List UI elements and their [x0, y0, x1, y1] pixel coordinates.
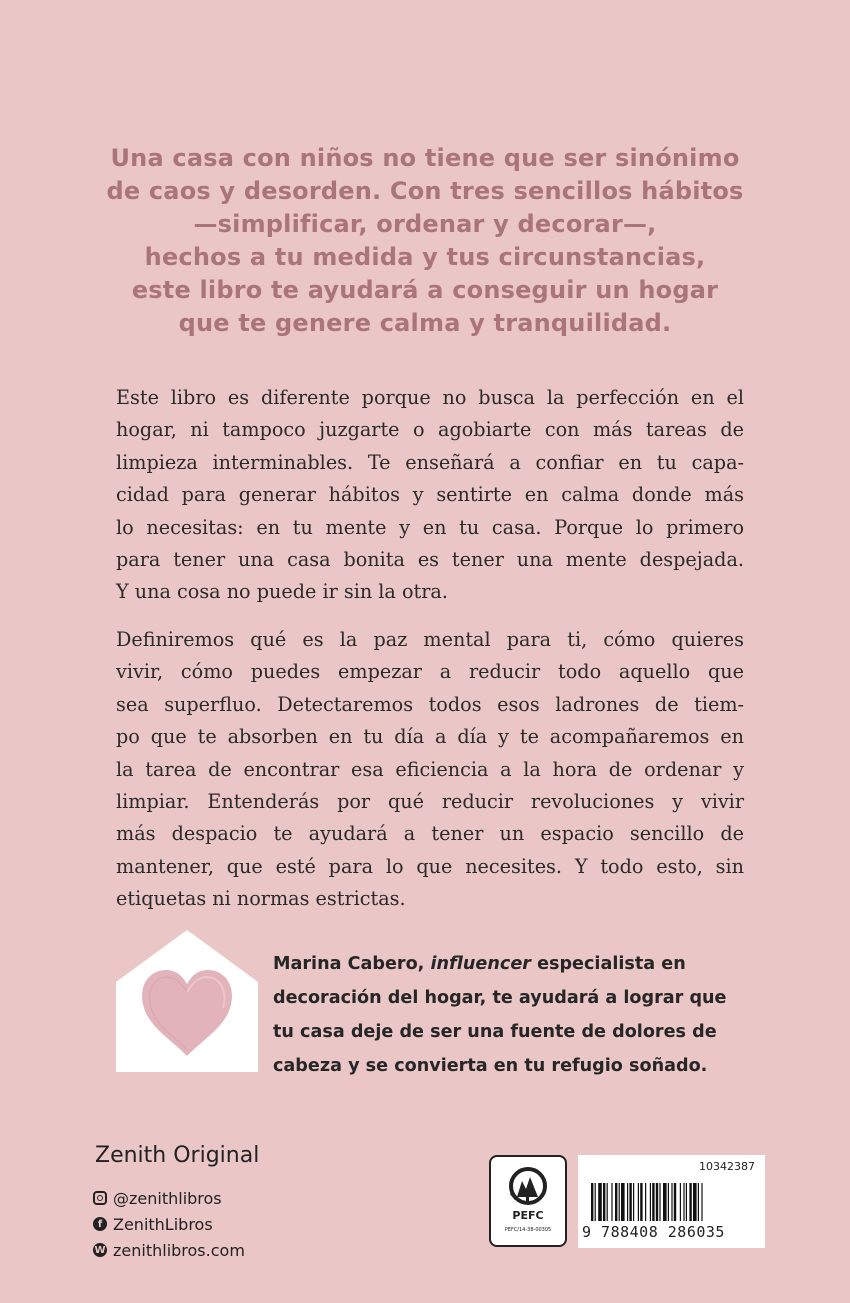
barcode-code: 10342387 — [699, 1160, 755, 1173]
author-influencer: influencer — [430, 954, 531, 974]
barcode-bar — [645, 1183, 646, 1221]
blurb-line: de caos y desorden. Con tres sencillos hábitos — [106, 177, 744, 205]
paragraph-line: po que te absorben en tu día a día y te acompañaremos en — [116, 725, 744, 749]
barcode-bar — [698, 1183, 699, 1221]
social-handle: @zenithlibros — [113, 1188, 222, 1208]
publisher-name: Zenith Original — [95, 1143, 260, 1168]
barcode-bar — [611, 1183, 612, 1221]
barcode-bar — [621, 1183, 625, 1221]
author-bio-line: decoración del hogar, te ayudará a lograr que — [273, 988, 727, 1008]
paragraph-line: limpiar. Entenderás por qué reducir revoluciones y vivir — [116, 790, 744, 814]
barcode-bar — [701, 1183, 702, 1221]
barcode-bar — [683, 1183, 684, 1221]
pefc-code: PEFC/14-38-00305 — [504, 1227, 552, 1233]
barcode-bar — [629, 1183, 631, 1221]
cover-blurb — [60, 142, 790, 340]
barcode-bar — [598, 1183, 602, 1221]
pefc-logo — [489, 1155, 567, 1247]
paragraph-line: etiquetas ni normas estrictas. — [116, 887, 406, 911]
web-icon: W — [94, 1244, 106, 1256]
blurb-line: que te genere calma y tranquilidad. — [178, 309, 672, 337]
pefc-tree-icon — [491, 1159, 565, 1209]
author-name: Marina Cabero, — [273, 954, 431, 974]
paragraph-line: para tener una casa bonita es tener una mente despejada. — [116, 548, 744, 572]
instagram-icon — [93, 1191, 107, 1205]
paragraph-line: hogar, ni tampoco juzgarte o agobiarte con más tareas de — [116, 418, 744, 442]
author-role: especialista en — [530, 954, 686, 974]
paragraph-line: lo necesitas: en tu mente y en tu casa. Porque lo primero — [116, 515, 744, 539]
barcode-bar — [633, 1183, 634, 1221]
author-bio-line: cabeza y se convierta en tu refugio soñado. — [273, 1056, 708, 1076]
barcode-bar — [627, 1183, 628, 1221]
social-handle: zenithlibros.com — [113, 1240, 245, 1260]
social-facebook[interactable] — [93, 1212, 245, 1236]
barcode-bar — [668, 1183, 669, 1221]
barcode-bar — [638, 1183, 639, 1221]
social-web[interactable] — [93, 1238, 245, 1262]
social-handle: ZenithLibros — [113, 1214, 213, 1234]
barcode-bar — [603, 1183, 605, 1221]
heart-house-icon — [116, 930, 258, 1072]
blurb-line: Una casa con niños no tiene que ser sinónimo — [110, 144, 740, 172]
pefc-label: PEFC — [512, 1209, 544, 1222]
barcode-bar — [686, 1183, 687, 1221]
paragraph-line: Y una cosa no puede ir sin la otra. — [116, 580, 448, 604]
barcode-bar — [656, 1183, 658, 1221]
barcode-bar — [615, 1183, 617, 1221]
description-paragraph-2 — [116, 624, 744, 916]
blurb-line: este libro te ayudará a conseguir un hogar — [131, 276, 719, 304]
barcode-bar — [640, 1183, 642, 1221]
paragraph-line: la tarea de encontrar esa eficiencia a la hora de ordenar y — [116, 757, 744, 781]
barcode — [578, 1155, 765, 1248]
barcode-bar — [607, 1183, 608, 1221]
barcode-bar — [652, 1183, 654, 1221]
paragraph-line: limpieza interminables. Te enseñará a confiar en tu capa- — [116, 450, 744, 474]
barcode-bar — [650, 1183, 651, 1221]
social-links — [93, 1186, 245, 1264]
paragraph-line: Definiremos qué es la paz mental para ti, cómo quieres — [116, 628, 744, 651]
barcode-bar — [693, 1183, 697, 1221]
barcode-isbn: 9 788408 286035 — [582, 1223, 725, 1241]
barcode-bar — [680, 1183, 681, 1221]
barcode-bar — [663, 1183, 667, 1221]
barcode-bars-icon — [591, 1183, 753, 1227]
author-bio-line — [273, 947, 743, 981]
barcode-bar — [659, 1183, 660, 1221]
paragraph-line: más despacio te ayudará a tener un espacio sencillo de — [116, 822, 744, 846]
barcode-bar — [619, 1183, 620, 1221]
barcode-bar — [689, 1183, 691, 1221]
social-instagram[interactable] — [93, 1186, 245, 1210]
paragraph-line: cidad para generar hábitos y sentirte en calma donde más — [116, 483, 744, 507]
author-bio — [273, 947, 743, 1083]
paragraph-line: vivir, cómo puedes empezar a reducir todo aquello que — [116, 660, 744, 684]
blurb-line: —simplificar, ordenar y decorar—, — [193, 210, 657, 238]
barcode-bar — [591, 1183, 593, 1221]
paragraph-line: sea superfluo. Detectaremos todos esos ladrones de tiem- — [116, 692, 744, 716]
paragraph-line: Este libro es diferente porque no busca la perfección en el — [116, 386, 744, 409]
barcode-bar — [671, 1183, 672, 1221]
author-bio-line: tu casa deje de ser una fuente de dolores de — [273, 1022, 717, 1042]
description-paragraph-1 — [116, 382, 744, 609]
barcode-bar — [595, 1183, 596, 1221]
paragraph-line: mantener, que esté para lo que necesites. Y todo esto, sin — [116, 854, 744, 878]
barcode-bar — [674, 1183, 676, 1221]
facebook-icon: f — [93, 1217, 107, 1231]
blurb-line: hechos a tu medida y tus circunstancias, — [144, 243, 706, 271]
